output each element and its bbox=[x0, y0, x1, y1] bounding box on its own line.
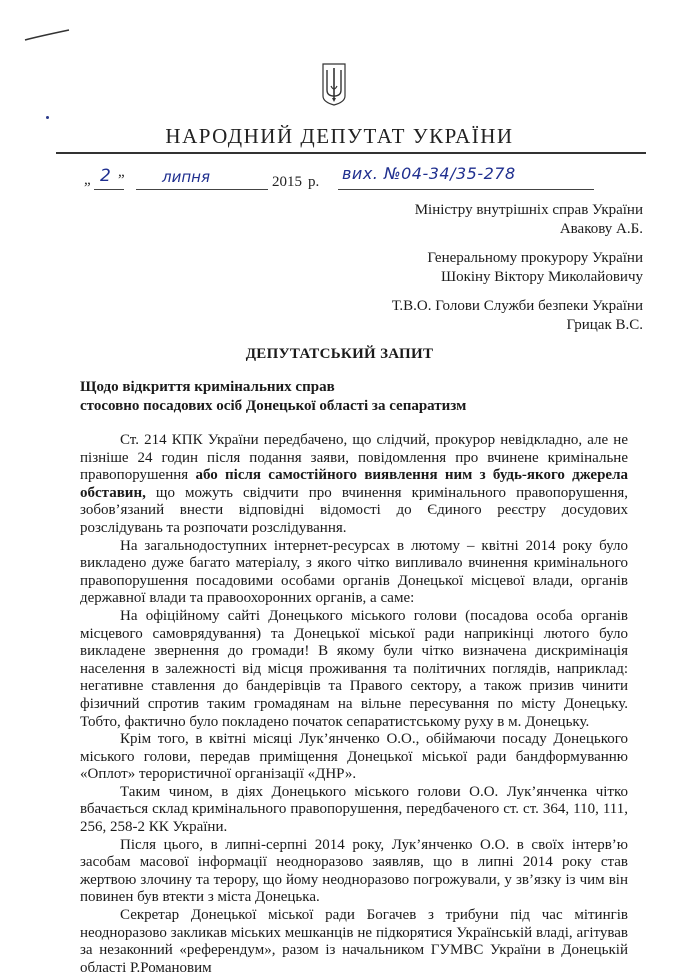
date-number-line bbox=[84, 162, 644, 196]
number-underline bbox=[338, 189, 594, 190]
addressee-block-2 bbox=[427, 249, 643, 287]
date-close-quote: ” bbox=[118, 172, 125, 188]
date-year: 2015 bbox=[272, 174, 302, 190]
date-day: 2 bbox=[100, 166, 111, 186]
page-title: НАРОДНИЙ ДЕПУТАТ УКРАЇНИ bbox=[165, 124, 514, 148]
addressee-block-1 bbox=[415, 201, 643, 239]
paragraph: Таким чином, в діях Донецького міського голови О.О. Лук’янченка чітко вбачається склад кримінального правопорушення, передбаченого ст. ст. 364, 110, 111, 256, 258-2 КК України. bbox=[80, 783, 628, 836]
addressee-title: Генеральному прокурору України bbox=[427, 250, 643, 266]
paragraph: Ст. 214 КПК України передбачено, що слідчий, прокурор невідкладно, але не пізніше 24 годин після подання заяви, повідомлення про вчинене кримінальне правопорушення або після самостійного виявлення ним з будь-якого джерела обставин, що можуть свідчити про вчинення кримінального правопорушення, зобов’язаний внести відповідні відомості до Єдиного реєстру досудових розслідувань та розпочати розслідування. bbox=[80, 432, 628, 536]
trident-emblem-icon bbox=[321, 62, 347, 106]
subject-line: стосовно посадових осіб Донецької області за сепаратизм bbox=[80, 398, 467, 414]
paragraph: Крім того, в квітні місяці Лук’янченко О.О., обіймаючи посаду Донецького міського голови, передав приміщення Донецької міської ради бандформуванню «Оплот» терористичної організації «ДНР». bbox=[80, 731, 628, 783]
date-month: липня bbox=[162, 168, 210, 186]
addressee-name: Шокіну Віктору Миколайовичу bbox=[440, 269, 643, 285]
date-year-suffix: р. bbox=[308, 174, 320, 190]
addressee-title: Т.В.О. Голови Служби безпеки України bbox=[391, 298, 643, 314]
month-underline bbox=[136, 189, 268, 190]
subject-block bbox=[80, 378, 466, 416]
addressee-block-3 bbox=[392, 297, 643, 335]
date-open-quote: „ bbox=[84, 172, 91, 188]
outgoing-number: вих. №04-34/35-278 bbox=[342, 164, 516, 183]
addressee-name: Грицак В.С. bbox=[566, 317, 643, 333]
paragraph: Після цього, в липні-серпні 2014 року, Лук’янченко О.О. в своїх інтерв’ю засобам масової інформації неодноразово заявляв, що в липні 2014 року став жертвою злочину та терору, що йому неодноразово погрожували, у зв’язку із чим він повинен був втекти з міста Донецька. bbox=[80, 836, 628, 906]
pen-stroke-mark bbox=[24, 28, 70, 42]
subject-line: Щодо відкриття кримінальних справ bbox=[80, 379, 335, 395]
day-underline bbox=[94, 189, 124, 190]
document-heading: ДЕПУТАТСЬКИЙ ЗАПИТ bbox=[245, 346, 434, 362]
addressee-title: Міністру внутрішніх справ України bbox=[414, 202, 643, 218]
ink-dot bbox=[46, 116, 49, 119]
paragraph: На загальнодоступних інтернет-ресурсах в лютому – квітні 2014 року було викладено дуже багато матеріалу, з якого чітко випливало вчинення кримінального правопорушення посадовими особами органів Донецької місцевої влади, органів державної влади та правоохоронних органів, а саме: bbox=[80, 537, 628, 607]
body-text bbox=[80, 432, 628, 977]
addressee-name: Авакову А.Б. bbox=[559, 221, 643, 237]
bold-phrase: або після самостійного виявлення ним з будь-якого джерела обставин, bbox=[80, 467, 628, 501]
paragraph: На офіційному сайті Донецького міського голови (посадова особа органів місцевого самоврядування) та Донецької міської ради наприкінці лютого було викладене звернення до громади! В якому були чітко визначена дискримінація населення в залежності від місця проживання та політичних поглядів, наприклад: негативне ставлення до бандерівців та Правого сектору, а також призив чинити фізичний спротив таким громадянам на вільне пересування по місту Донецьку. Тобто, фактично було покладено початок сепаратистському руху в м. Донецьку. bbox=[80, 607, 628, 730]
title-divider bbox=[56, 152, 646, 154]
paragraph: Секретар Донецької міської ради Богачев з трибуни під час мітингів неодноразово закликав міських мешканців не підкорятися Українській владі, агітував за незаконний «референдум», разом із начальником ГУМВС України в Донецькій області Р.Романовим bbox=[80, 907, 628, 976]
